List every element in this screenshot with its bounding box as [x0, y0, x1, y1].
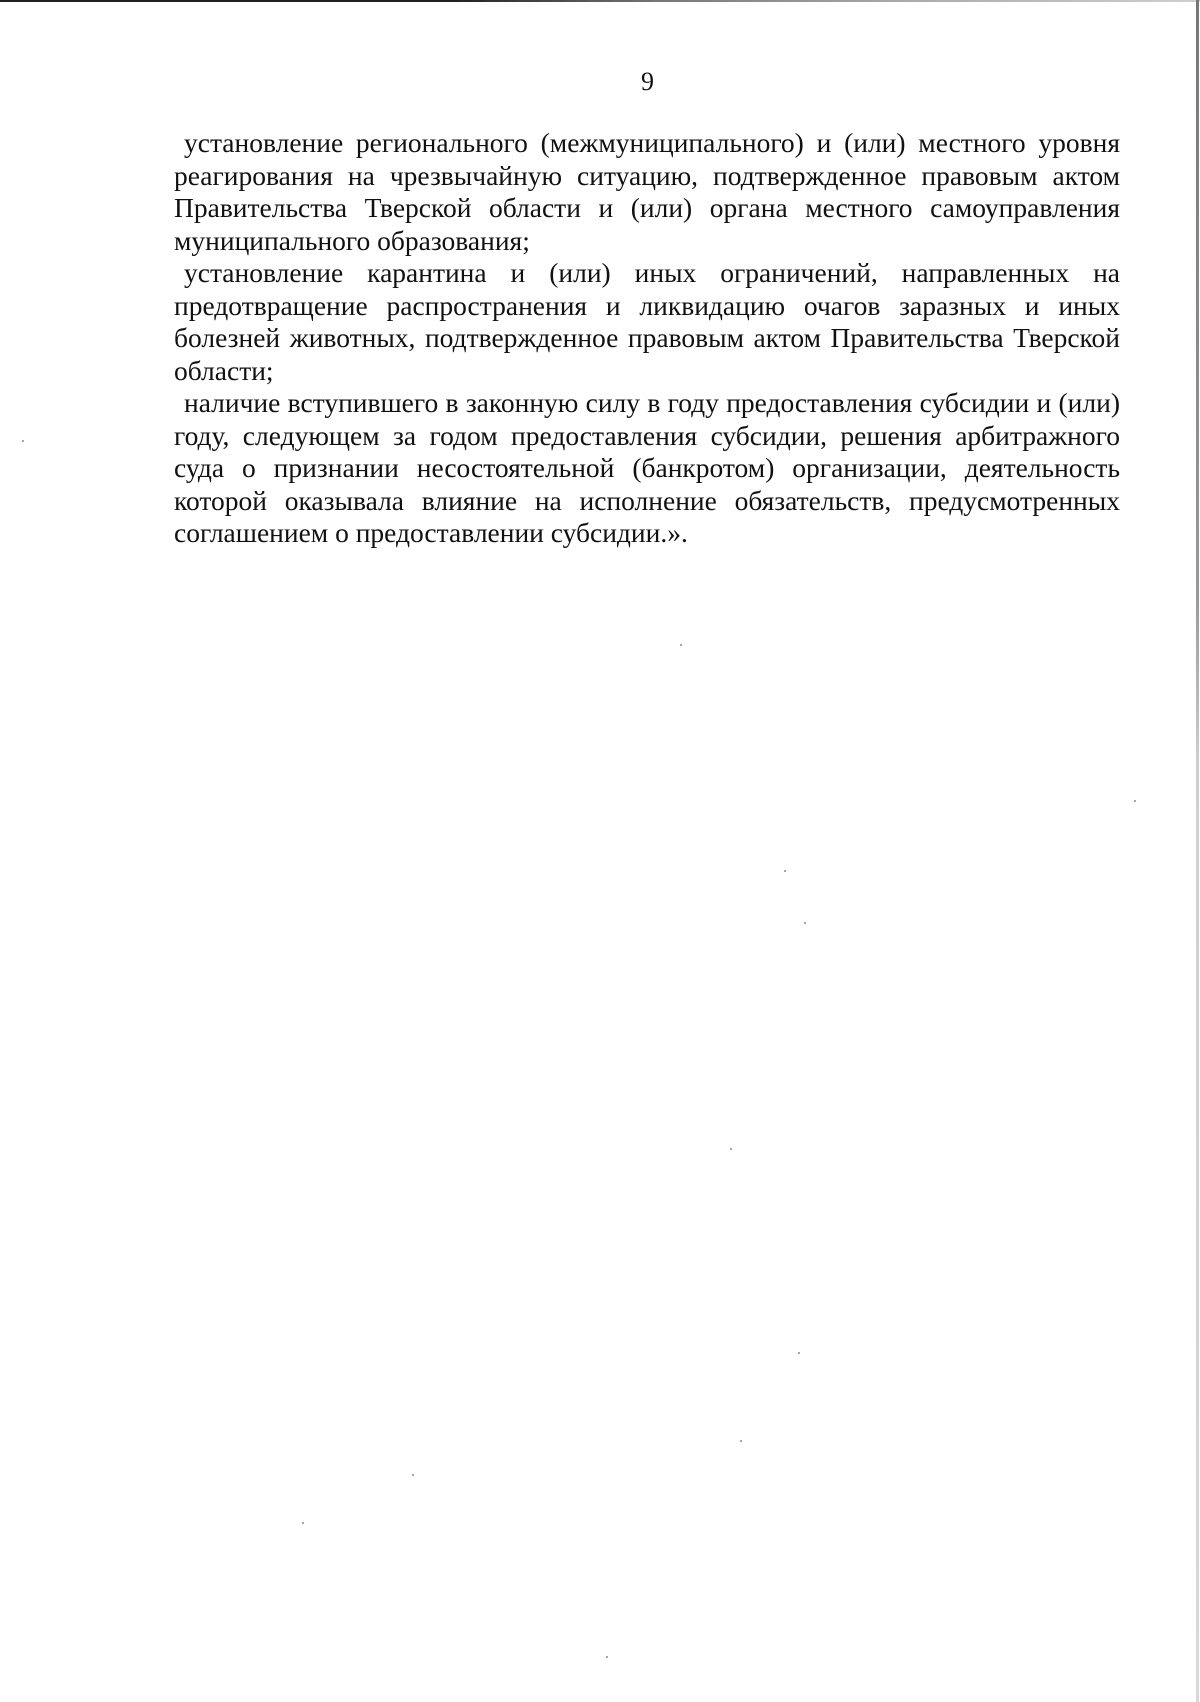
scan-speck — [302, 1522, 304, 1524]
scan-speck — [1134, 800, 1136, 802]
scan-speck — [798, 1352, 800, 1354]
scan-speck — [22, 440, 24, 442]
scan-speck — [680, 644, 682, 646]
paragraph-emergency-response-level: установление регионального (межмуниципального) и (или) местного уровня реагирования на чрезвычайную ситуацию, подтвержденное правовым актом Правительства Тверской области и (или) органа местного самоуправления муниципального образования; — [174, 127, 1120, 256]
scan-edge-top — [0, 0, 1200, 2]
paragraph-bankruptcy: наличие вступившего в законную силу в году предоставления субсидии и (или) году, следующем за годом предоставления субсидии, решения арбитражного суда о признании несостоятельной (банкротом) организации, деятельность которой оказывала влияние на исполнение обязательств, предусмотренных соглашением о предоставлении субсидии.». — [174, 387, 1120, 548]
scan-speck — [412, 1474, 414, 1476]
scan-speck — [606, 1656, 608, 1658]
document-body — [174, 127, 1120, 550]
scan-speck — [784, 870, 786, 872]
scan-edge-right — [1196, 0, 1199, 1702]
page-number: 9 — [641, 67, 654, 96]
paragraph-quarantine: установление карантина и (или) иных ограничений, направленных на предотвращение распространения и ликвидацию очагов заразных и иных болезней животных, подтвержденное правовым актом Правительства Тверской области; — [174, 257, 1120, 386]
scan-speck — [804, 922, 806, 924]
scan-speck — [740, 1440, 742, 1442]
scan-speck — [730, 1148, 732, 1150]
